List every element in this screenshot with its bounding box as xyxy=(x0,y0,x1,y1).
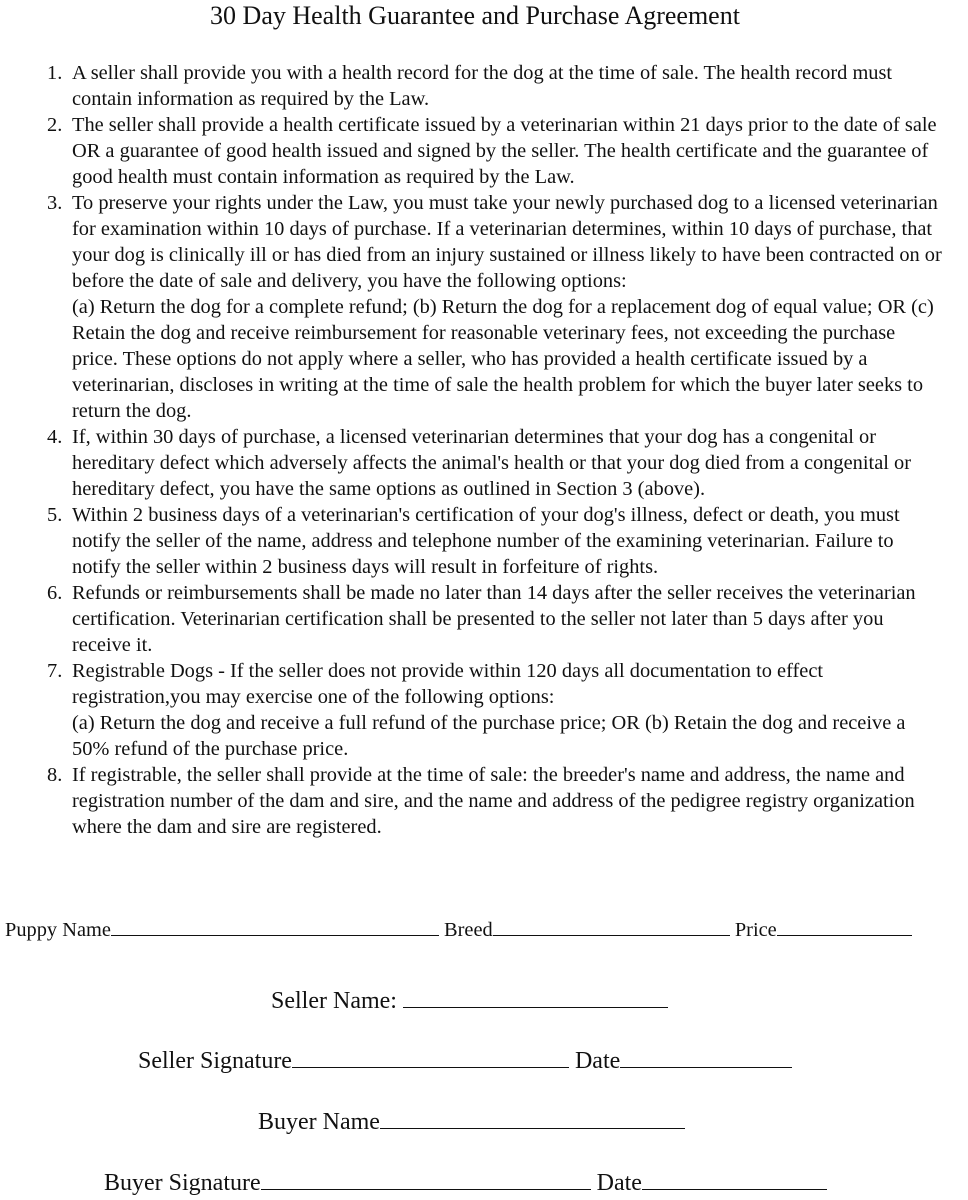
term-number: 2. xyxy=(47,114,63,136)
term-text: A seller shall provide you with a health record for the dog at the time of sale. The health record must contain information as required by the Law. xyxy=(72,62,893,110)
seller-signature-field[interactable] xyxy=(292,1066,569,1068)
term-text: If registrable, the seller shall provide at the time of sale: the breeder's name and address, the name and registration number of the dam and sire, and the name and address of the pedigree registry organization where the dam and sire are registered. xyxy=(72,764,915,838)
buyer-signature-row xyxy=(104,1168,827,1198)
buyer-name-label: Buyer Name xyxy=(258,1109,380,1135)
term-item xyxy=(33,762,945,840)
price-field[interactable] xyxy=(777,934,912,936)
breed-field[interactable] xyxy=(493,934,730,936)
term-text: To preserve your rights under the Law, you must take your newly purchased dog to a licensed veterinarian for examination within 10 days of purchase. If a veterinarian determines, within 10 days of purchase, that your dog is clinically ill or has died from an injury sustained or illness likely to have been contracted on or before the date of sale and delivery, you have the following options: xyxy=(72,192,942,292)
term-text: Within 2 business days of a veterinarian's certification of your dog's illness, defect or death, you must notify the seller of the name, address and telephone number of the examining veterinarian. Failure to notify the seller within 2 business days will result in forfeiture of rights. xyxy=(72,504,900,578)
term-item xyxy=(33,60,945,112)
puppy-name-label: Puppy Name xyxy=(5,919,111,941)
term-text: The seller shall provide a health certificate issued by a veterinarian within 21 days prior to the date of sale OR a guarantee of good health issued and signed by the seller. The health certificate and the guarantee of good health must contain information as required by the Law. xyxy=(72,114,937,188)
document-title: 30 Day Health Guarantee and Purchase Agreement xyxy=(210,1,740,30)
buyer-signature-field[interactable] xyxy=(261,1188,591,1190)
term-number: 1. xyxy=(47,62,63,84)
term-item xyxy=(33,580,945,658)
buyer-name-row xyxy=(258,1107,685,1137)
term-number: 6. xyxy=(47,582,63,604)
terms-list xyxy=(33,60,945,840)
seller-date-field[interactable] xyxy=(620,1066,792,1068)
buyer-date-field[interactable] xyxy=(642,1188,827,1190)
term-options-text: (a) Return the dog for a complete refund; (b) Return the dog for a replacement dog of equal value; OR (c) Retain the dog and receive reimbursement for reasonable veterinary fees, not exceeding the purchase price. These options do not apply where a seller, who has provided a health certificate issued by a veterinarian, discloses in writing at the time of sale the health problem for which the buyer later seeks to return the dog. xyxy=(72,296,934,422)
term-item xyxy=(33,502,945,580)
breed-label: Breed xyxy=(444,919,493,941)
term-number: 4. xyxy=(47,426,63,448)
seller-signature-label: Seller Signature xyxy=(138,1048,292,1074)
buyer-name-field[interactable] xyxy=(380,1127,685,1129)
buyer-date-label: Date xyxy=(596,1170,642,1196)
term-number: 7. xyxy=(47,660,63,682)
term-item xyxy=(33,112,945,190)
term-text: Refunds or reimbursements shall be made no later than 14 days after the seller receives the veterinarian certification. Veterinarian certification shall be presented to the seller not later than 5 days after you receive it. xyxy=(72,582,916,656)
seller-name-label: Seller Name: xyxy=(271,988,397,1014)
term-number: 8. xyxy=(47,764,63,786)
term-item xyxy=(33,658,945,762)
puppy-name-field[interactable] xyxy=(111,934,439,936)
term-item xyxy=(33,424,945,502)
seller-name-field[interactable] xyxy=(403,1006,668,1008)
buyer-signature-label: Buyer Signature xyxy=(104,1170,261,1196)
term-item xyxy=(33,190,945,424)
term-options-text: (a) Return the dog and receive a full refund of the purchase price; OR (b) Retain the dog and receive a 50% refund of the purchase price. xyxy=(72,712,906,760)
seller-name-row xyxy=(271,986,668,1016)
puppy-breed-price-row xyxy=(5,917,912,943)
seller-signature-row xyxy=(138,1046,792,1076)
price-label: Price xyxy=(734,919,777,941)
term-text: If, within 30 days of purchase, a licensed veterinarian determines that your dog has a congenital or hereditary defect which adversely affects the animal's health or that your dog died from a congenital or hereditary defect, you have the same options as outlined in Section 3 (above). xyxy=(72,426,911,500)
term-number: 5. xyxy=(47,504,63,526)
term-text: Registrable Dogs - If the seller does not provide within 120 days all documentation to effect registration,you may exercise one of the following options: xyxy=(72,660,824,708)
seller-date-label: Date xyxy=(574,1048,621,1074)
term-number: 3. xyxy=(47,192,63,214)
